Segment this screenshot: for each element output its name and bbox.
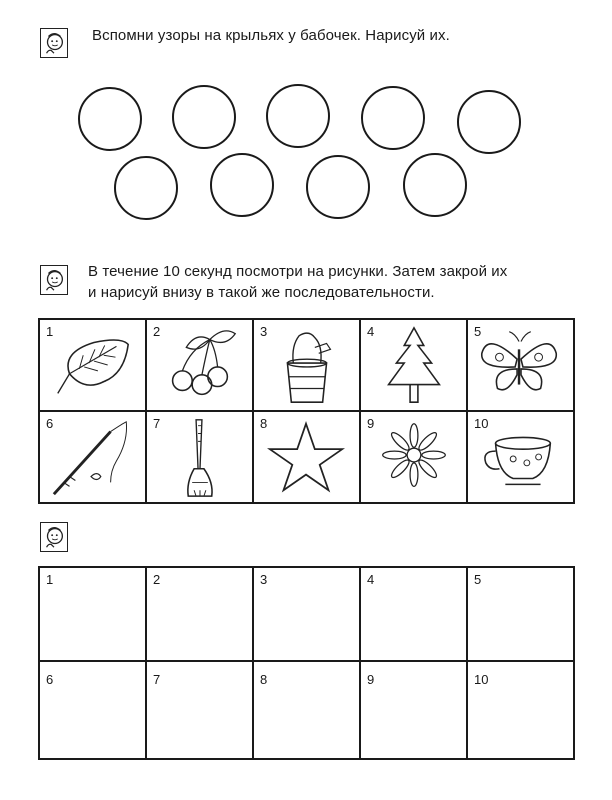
drawing-cell[interactable]	[467, 567, 574, 661]
fir-tree-icon	[361, 320, 466, 410]
picture-number: 4	[367, 324, 375, 339]
picture-cell	[146, 411, 253, 503]
drawing-cell-number: 5	[474, 572, 482, 587]
task2-instruction-line1: В течение 10 секунд посмотри на рисунки. Затем закрой их	[88, 263, 508, 280]
drawing-cell-number: 4	[367, 572, 375, 587]
drawing-cell[interactable]	[39, 567, 146, 661]
star-icon	[254, 412, 359, 502]
pictures-table	[38, 318, 575, 504]
thinking-child-face-icon	[40, 28, 68, 58]
task1-instruction: Вспомни узоры на крыльях у бабочек. Нарисуй их.	[92, 27, 450, 44]
drawing-table	[38, 566, 575, 760]
picture-cell	[253, 319, 360, 411]
pattern-circle[interactable]	[210, 153, 274, 217]
picture-cell	[467, 411, 574, 503]
picture-cell	[39, 319, 146, 411]
pattern-circle[interactable]	[78, 87, 142, 151]
drawing-cell[interactable]	[467, 661, 574, 759]
thinking-child-face-icon	[40, 265, 68, 295]
drawing-cell-number: 8	[260, 672, 268, 687]
fishing-rod-icon	[40, 412, 145, 502]
picture-number: 6	[46, 416, 54, 431]
pattern-circle[interactable]	[172, 85, 236, 149]
drawing-cell-number: 2	[153, 572, 161, 587]
pattern-circle[interactable]	[403, 153, 467, 217]
picture-number: 9	[367, 416, 375, 431]
drawing-cell[interactable]	[360, 661, 467, 759]
broom-icon	[147, 412, 252, 502]
picture-cell	[360, 411, 467, 503]
drawing-cell-number: 6	[46, 672, 54, 687]
picture-cell	[360, 319, 467, 411]
picture-cell	[146, 319, 253, 411]
picture-number: 5	[474, 324, 482, 339]
picture-number: 10	[474, 416, 489, 431]
drawing-cell-number: 1	[46, 572, 54, 587]
drawing-cell[interactable]	[253, 661, 360, 759]
picture-cell	[467, 319, 574, 411]
picture-number: 7	[153, 416, 161, 431]
pattern-circle[interactable]	[114, 156, 178, 220]
drawing-cell[interactable]	[146, 661, 253, 759]
picture-number: 8	[260, 416, 268, 431]
teacup-icon	[468, 412, 573, 502]
drawing-cell[interactable]	[39, 661, 146, 759]
picture-cell	[253, 411, 360, 503]
picture-number: 3	[260, 324, 268, 339]
drawing-cell[interactable]	[360, 567, 467, 661]
drawing-cell-number: 7	[153, 672, 161, 687]
butterfly-icon	[468, 320, 573, 410]
drawing-cell[interactable]	[146, 567, 253, 661]
bucket-icon	[254, 320, 359, 410]
picture-number: 1	[46, 324, 54, 339]
picture-number: 2	[153, 324, 161, 339]
thinking-child-face-icon	[40, 522, 68, 552]
drawing-cell-number: 9	[367, 672, 375, 687]
pattern-circle[interactable]	[457, 90, 521, 154]
pattern-circle[interactable]	[306, 155, 370, 219]
drawing-cell[interactable]	[253, 567, 360, 661]
daisy-flower-icon	[361, 412, 466, 502]
task2-instruction-line2: и нарисуй внизу в такой же последовательности.	[88, 284, 435, 301]
drawing-cell-number: 3	[260, 572, 268, 587]
drawing-cell-number: 10	[474, 672, 489, 687]
pattern-circle[interactable]	[266, 84, 330, 148]
picture-cell	[39, 411, 146, 503]
cherries-icon	[147, 320, 252, 410]
leaf-icon	[40, 320, 145, 410]
pattern-circle[interactable]	[361, 86, 425, 150]
